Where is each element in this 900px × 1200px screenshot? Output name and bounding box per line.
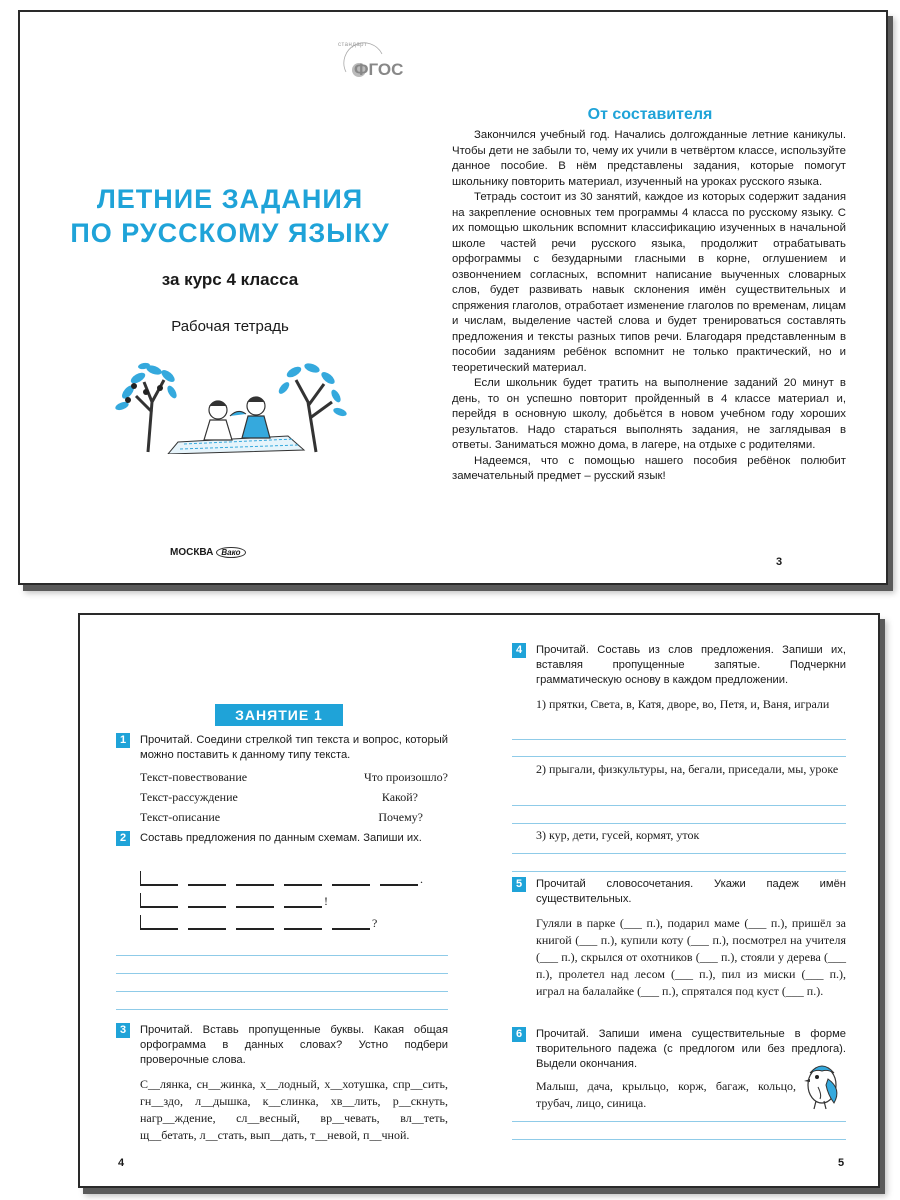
task-6 bbox=[512, 1027, 846, 1112]
writing-line[interactable] bbox=[512, 853, 846, 854]
scheme-word bbox=[140, 906, 178, 908]
page-number-left: 4 bbox=[118, 1157, 125, 1169]
sentence-schemes bbox=[140, 871, 440, 941]
task-text: Составь предложения по данным схемам. Запиши их. bbox=[140, 832, 422, 844]
intro-paragraph: Закончился учебный год. Начались долгожданные летние каникулы. Чтобы дети не забыли то, чему их учили в четвёртом классе, используйте данное пособие. В нём представлены задания, которые помогут школьнику повторить материал, изученный на уроках русского языка. bbox=[452, 129, 846, 188]
task-2 bbox=[116, 831, 448, 846]
scheme-word bbox=[140, 928, 178, 930]
writing-line[interactable] bbox=[116, 955, 448, 956]
writing-line[interactable] bbox=[512, 1139, 846, 1140]
publisher-mark bbox=[170, 547, 246, 558]
scheme-word bbox=[188, 884, 226, 886]
match-row bbox=[140, 769, 448, 786]
task-number: 3 bbox=[116, 1023, 130, 1038]
task-4 bbox=[512, 643, 846, 713]
text-type: Текст-описание bbox=[140, 810, 221, 824]
intro-paragraph: Тетрадь состоит из 30 занятий, каждое из которых содержит задания на закрепление основных тем программы 4 класса по русскому языку. С их помощью школьник вспомнит классификацию изученных в начальной школе частей речи русского языка, продолжит отрабатывать орфограммы с безударными гласными в корне, оглушением и озвончением согласных, вспомнит написание выученных словарных слов, будет развивать навык склонения имён существительных и спряжения глаголов, отработает изменение глаголов по временам, лицам и числам, выделение частей слова и будет тренироваться составлять предложения и тексты разных типов речи. Благодаря представленным в пособии заданиям ребёнок вспомнит не только практический, но и теоретический материал. bbox=[452, 191, 846, 374]
writing-line[interactable] bbox=[512, 739, 846, 740]
match-row bbox=[140, 809, 448, 826]
writing-line[interactable] bbox=[116, 991, 448, 992]
text-question: Какой? bbox=[381, 790, 418, 804]
task-number: 1 bbox=[116, 733, 130, 748]
task-number: 6 bbox=[512, 1027, 526, 1042]
scheme-word bbox=[332, 928, 370, 930]
task-words: Малыш, дача, крыльцо, корж, багаж, кольцо, трубач, лицо, синица. bbox=[536, 1079, 796, 1110]
fgos-arc-text: стандарт bbox=[338, 42, 368, 48]
task-number: 2 bbox=[116, 831, 130, 846]
scheme-end: ! bbox=[324, 894, 328, 908]
intro-paragraph: Надеемся, что с помощью нашего пособия ребёнок полюбит замечательный предмет – русский язык! bbox=[452, 454, 846, 482]
children-picnic-illustration-icon bbox=[108, 362, 348, 454]
task-5 bbox=[512, 877, 846, 1000]
scheme-start bbox=[140, 871, 141, 885]
workbook-label: Рабочая тетрадь bbox=[171, 318, 289, 335]
task-text: Прочитай. Составь из слов предложения. Запиши их, вставляя пропущенные запятые. Подчеркни грамматическую основу в каждом предложении. bbox=[536, 644, 846, 686]
scheme-word bbox=[188, 928, 226, 930]
scheme-end: . bbox=[420, 872, 423, 886]
intro-heading: От составителя bbox=[587, 106, 713, 123]
match-row bbox=[140, 789, 448, 806]
task-text: Прочитай словосочетания. Укажи падеж имён существительных. bbox=[536, 878, 846, 905]
page-number-right: 5 bbox=[838, 1157, 845, 1169]
writing-line[interactable] bbox=[116, 973, 448, 974]
title-page bbox=[18, 10, 888, 585]
intro-text bbox=[452, 128, 846, 485]
task-text: Прочитай. Запиши имена существительные в форме творительного падежа (с предлогом или без предлога). Выдели окончания. bbox=[536, 1028, 846, 1070]
scheme-word bbox=[284, 928, 322, 930]
task-3 bbox=[116, 1023, 448, 1144]
scheme-word bbox=[140, 884, 178, 886]
lesson-spread bbox=[78, 613, 880, 1188]
writing-line[interactable] bbox=[512, 823, 846, 824]
task-words: С__лянка, сн__жинка, х__лодный, х__хотушка, спр__сить, гн__здо, л__дышка, к__слинка, хв__лить, р__скнуть, нагр__ждение, сл__весный, вр__чевать, вл__теть, щ__бетать, л__стать, вып__дать, т__невой, п__чной. bbox=[140, 1077, 448, 1142]
book-title-line2: ПО РУССКОМУ ЯЗЫКУ bbox=[70, 218, 390, 248]
scheme-word bbox=[236, 884, 274, 886]
book-title-line1: ЛЕТНИЕ ЗАДАНИЯ bbox=[96, 184, 364, 214]
writing-line[interactable] bbox=[512, 871, 846, 872]
text-question: Что произошло? bbox=[364, 770, 448, 784]
page-number: 3 bbox=[776, 556, 783, 568]
fgos-logo-icon bbox=[338, 42, 402, 86]
publisher-city: МОСКВА bbox=[170, 547, 214, 558]
scheme-start bbox=[140, 915, 141, 929]
scheme-word bbox=[284, 884, 322, 886]
bird-illustration-icon bbox=[798, 1055, 844, 1111]
scheme-end: ? bbox=[372, 916, 378, 930]
fgos-word: ФГОС bbox=[354, 60, 404, 79]
writing-line[interactable] bbox=[512, 805, 846, 806]
task-item: 1) прятки, Света, в, Катя, дворе, во, Петя, и, Ваня, играли bbox=[536, 697, 830, 711]
scheme-word bbox=[380, 884, 418, 886]
task-item: 3) кур, дети, гусей, кормят, уток bbox=[536, 828, 700, 842]
task-phrases: Гуляли в парке (___ п.), подарил маме (___ п.), пришёл за книгой (___ п.), купили коту (___ п.), посмотрел на учителя (___ п.), скрылся от охотников (___ п.), стояли у дерева (___ п.), пролетел над лесом (___ п.), пил из миски (___ п.), играл на балалайке (___ п.), спрятался под куст (___ п.). bbox=[536, 916, 846, 998]
scheme-start bbox=[140, 893, 141, 907]
text-type: Текст-рассуждение bbox=[140, 790, 238, 804]
book-subtitle: за курс 4 класса bbox=[161, 270, 299, 289]
writing-line[interactable] bbox=[512, 1121, 846, 1122]
scheme-word bbox=[188, 906, 226, 908]
text-type: Текст-повествование bbox=[140, 770, 248, 784]
publisher-logo-icon: Вако bbox=[216, 547, 245, 558]
scheme-word bbox=[332, 884, 370, 886]
task-text: Прочитай. Вставь пропущенные буквы. Какая общая орфограмма в данных словах? Устно подбери проверочные слова. bbox=[140, 1024, 448, 1066]
scheme-word bbox=[236, 906, 274, 908]
writing-line[interactable] bbox=[116, 1009, 448, 1010]
task-number: 5 bbox=[512, 877, 526, 892]
scheme-word bbox=[236, 928, 274, 930]
task-1 bbox=[116, 733, 448, 826]
scheme-word bbox=[284, 906, 322, 908]
text-question: Почему? bbox=[378, 810, 423, 824]
task-number: 4 bbox=[512, 643, 526, 658]
lesson-badge: ЗАНЯТИЕ 1 bbox=[215, 704, 343, 726]
task-text: Прочитай. Соедини стрелкой тип текста и вопрос, который можно поставить к данному типу текста. bbox=[140, 734, 448, 761]
writing-line[interactable] bbox=[512, 756, 846, 757]
intro-paragraph: Если школьник будет тратить на выполнение заданий 20 минут в день, то он успешно повторит пройденный в 4 классе материал и, перейдя в основную школу, добьётся в новом учебном году хороших результатов. Надо стараться выполнять задания, не заглядывая в ответы. Заниматься можно дома, в лагере, на отдыхе с родителями. bbox=[452, 377, 846, 451]
task-item: 2) прыгали, физкультуры, на, бегали, приседали, мы, уроке bbox=[536, 762, 839, 776]
